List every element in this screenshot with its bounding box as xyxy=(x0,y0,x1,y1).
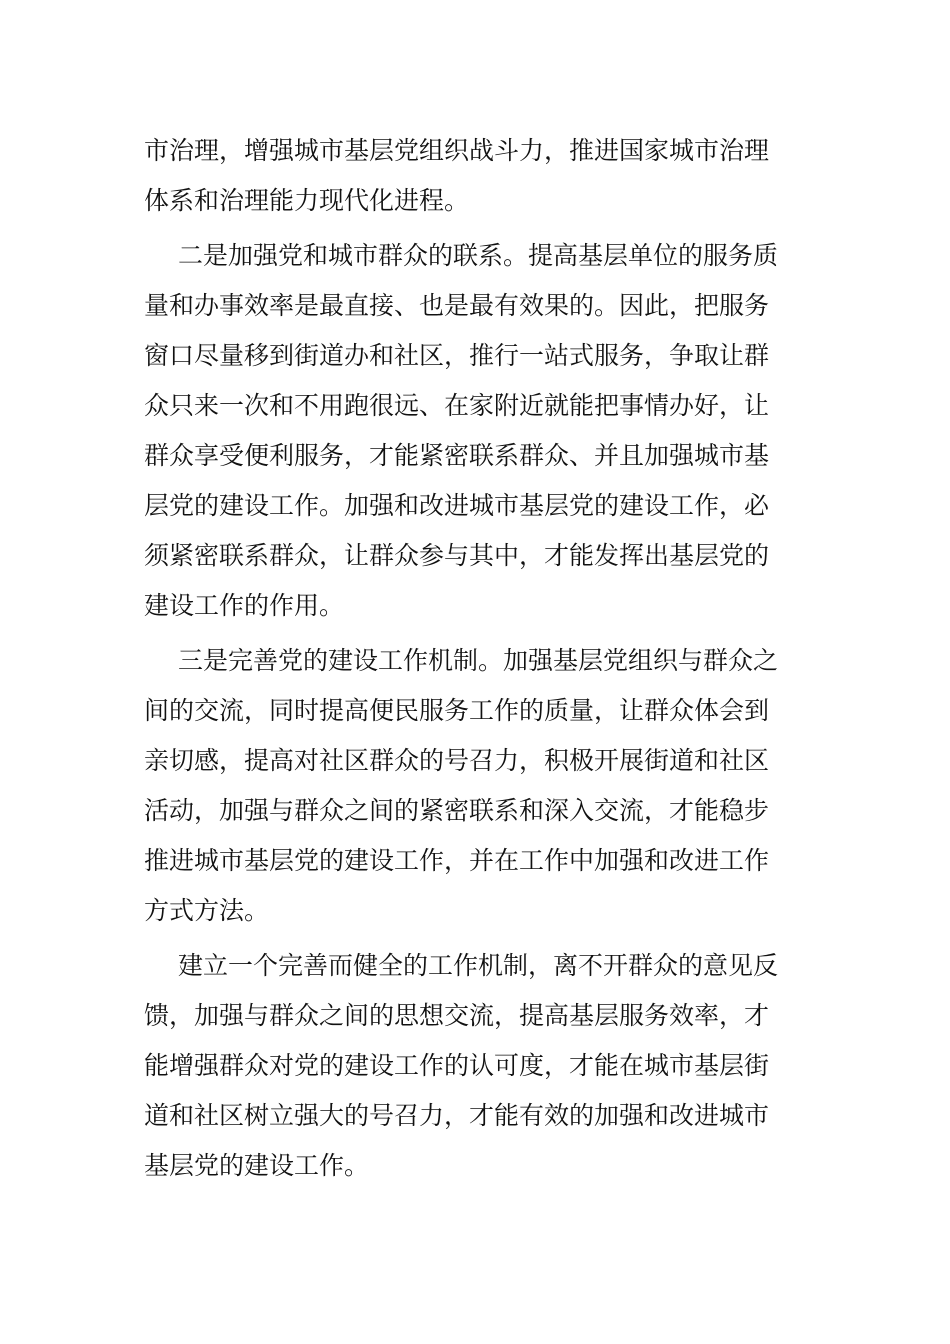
paragraph-conclusion xyxy=(144,941,804,1191)
text-line: 须紧密联系群众，让群众参与其中，才能发挥出基层党的 xyxy=(144,541,770,570)
text-line: 活动，加强与群众之间的紧密联系和深入交流，才能稳步 xyxy=(144,796,770,825)
text-line: 亲切感，提高对社区群众的号召力，积极开展街道和社区 xyxy=(144,746,770,775)
text-line: 层党的建设工作。加强和改进城市基层党的建设工作，必 xyxy=(144,491,770,520)
text-line: 基层党的建设工作。 xyxy=(144,1151,370,1180)
text-line: 群众享受便利服务，才能紧密联系群众、并且加强城市基 xyxy=(144,441,770,470)
text-line: 建立一个完善而健全的工作机制，离不开群众的意见反 xyxy=(178,951,779,980)
paragraph-point-three xyxy=(144,636,804,936)
text-line: 推进城市基层党的建设工作，并在工作中加强和改进工作 xyxy=(144,846,770,875)
text-line: 方式方法。 xyxy=(144,896,270,925)
text-line: 众只来一次和不用跑很远、在家附近就能把事情办好，让 xyxy=(144,391,770,420)
text-line: 量和办事效率是最直接、也是最有效果的。因此，把服务 xyxy=(144,291,770,320)
text-line: 能增强群众对党的建设工作的认可度，才能在城市基层街 xyxy=(144,1051,770,1080)
text-line: 市治理，增强城市基层党组织战斗力，推进国家城市治理 xyxy=(144,136,770,165)
paragraph-point-two xyxy=(144,231,804,631)
text-line: 间的交流，同时提高便民服务工作的质量，让群众体会到 xyxy=(144,696,770,725)
text-line: 道和社区树立强大的号召力，才能有效的加强和改进城市 xyxy=(144,1101,770,1130)
text-line: 馈，加强与群众之间的思想交流，提高基层服务效率，才 xyxy=(144,1001,770,1030)
text-line: 体系和治理能力现代化进程。 xyxy=(144,186,470,215)
document-body xyxy=(144,126,804,1191)
text-line: 二是加强党和城市群众的联系。提高基层单位的服务质 xyxy=(178,241,779,270)
paragraph-continuation xyxy=(144,126,804,226)
text-line: 三是完善党的建设工作机制。加强基层党组织与群众之 xyxy=(178,646,779,675)
text-line: 建设工作的作用。 xyxy=(144,591,345,620)
text-line: 窗口尽量移到街道办和社区，推行一站式服务，争取让群 xyxy=(144,341,770,370)
